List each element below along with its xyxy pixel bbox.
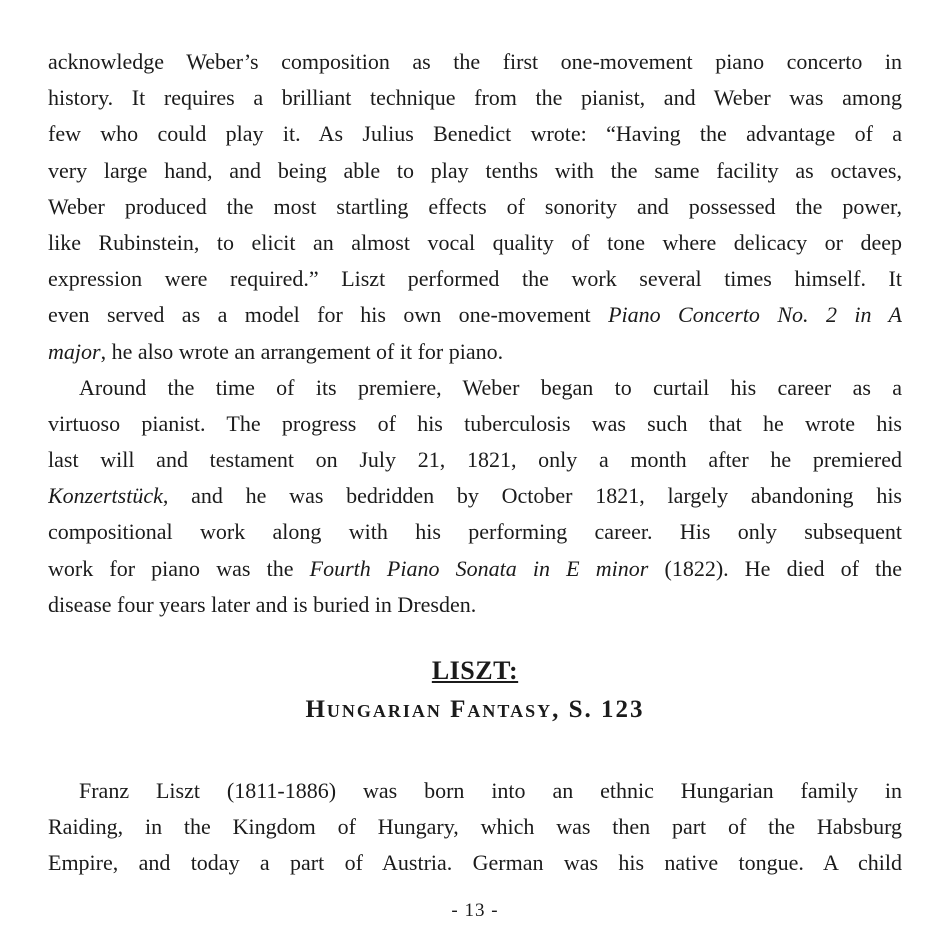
work-title-text: Piano Concerto No. 2 in A <box>608 302 902 328</box>
text-line <box>48 370 902 406</box>
text-line <box>48 261 902 297</box>
text-line <box>48 551 902 587</box>
body-paragraph-weber-decline <box>48 370 902 623</box>
text-segment: compositional work along with his performing career. His only subsequent <box>48 519 902 545</box>
text-segment: like Rubinstein, to elicit an almost vocal quality of tone where delicacy or deep <box>48 229 902 255</box>
text-segment: expression were required.” Liszt performed the work several times himself. It <box>48 266 902 292</box>
work-title-text: major <box>48 338 101 364</box>
text-line <box>48 773 902 809</box>
text-segment: work for piano was the <box>48 555 310 581</box>
text-line <box>48 587 902 623</box>
text-line <box>48 478 902 514</box>
text-segment: acknowledge Weber’s composition as the first one-movement piano concerto in <box>48 49 902 74</box>
text-segment: , and he was bedridden by October 1821, largely abandoning his <box>162 483 902 509</box>
work-title-text: Fourth Piano Sonata in E minor <box>309 555 649 581</box>
text-line <box>48 297 902 333</box>
text-segment: , he also wrote an arrangement of it for piano. <box>100 338 504 364</box>
text-line <box>48 514 902 550</box>
text-segment: Around the time of its premiere, Weber began to curtail his career as a <box>79 374 902 400</box>
text-segment: history. It requires a brilliant technique from the pianist, and Weber was among <box>48 85 902 111</box>
text-segment: Weber produced the most startling effects of sonority and possessed the power, <box>48 193 902 219</box>
text-segment: virtuoso pianist. The progress of his tuberculosis was such that he wrote his <box>48 410 902 436</box>
section-heading-subtitle: Hungarian Fantasy, S. 123 <box>305 696 645 723</box>
text-segment: disease four years later and is buried in Dresden. <box>48 591 477 617</box>
text-segment: Franz Liszt (1811-1886) was born into an ethnic Hungarian family in <box>79 778 902 803</box>
text-segment: Empire, and today a part of Austria. German was his native tongue. A child <box>48 850 902 876</box>
section-heading-title: LISZT: <box>431 656 519 685</box>
text-segment: last will and testament on July 21, 1821, only a month after he premiered <box>48 447 902 473</box>
text-line <box>48 442 902 478</box>
text-line <box>48 225 902 261</box>
text-segment: few who could play it. As Julius Benedict wrote: “Having the advantage of a <box>48 121 902 147</box>
text-line <box>48 116 902 152</box>
text-segment: even served as a model for his own one-movement <box>48 302 609 328</box>
page-number: - 13 - <box>451 899 499 921</box>
text-line <box>48 809 902 845</box>
text-segment: very large hand, and being able to play tenths with the same facility as octaves, <box>48 157 902 183</box>
text-line <box>48 189 902 225</box>
section-heading <box>48 653 902 727</box>
text-line <box>48 406 902 442</box>
body-paragraph-weber-concerto <box>48 44 902 370</box>
text-segment: (1822). He died of the <box>648 555 902 581</box>
text-line <box>48 80 902 116</box>
work-title-text: Konzertstück <box>48 483 163 509</box>
text-segment: Raiding, in the Kingdom of Hungary, which was then part of the Habsburg <box>48 814 902 840</box>
text-line <box>48 153 902 189</box>
text-line <box>48 334 902 370</box>
text-line <box>48 44 902 80</box>
text-line <box>48 845 902 881</box>
body-paragraph-liszt-bio <box>48 773 902 882</box>
